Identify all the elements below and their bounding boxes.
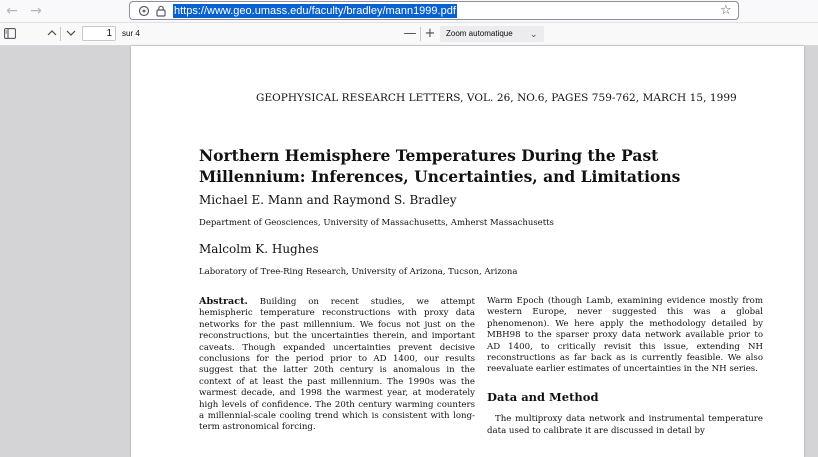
page-count-label: sur 4 <box>122 29 140 38</box>
chevron-up-icon <box>47 29 57 37</box>
forward-button[interactable] <box>27 2 45 20</box>
zoom-in-button[interactable] <box>422 26 438 42</box>
section-heading: Data and Method <box>487 389 599 404</box>
intro-paragraph: Warm Epoch (though Lamb, examining evidence mostly from western Europe, never suggested this was a global phenomenon). We here apply the methodology detailed by MBH98 to the sparser proxy data network available prior to AD 1400, to critically revisit this issue, extending NH reconstructions as far back as is currently feasible. We also reevaluate earlier estimates of uncertainties in the NH series. <box>487 296 763 375</box>
affiliation-1: Department of Geosciences, University of Massachusetts, Amherst Massachusetts <box>199 218 554 228</box>
zoom-select[interactable] <box>440 26 544 42</box>
arrow-left-icon: ← <box>6 3 18 19</box>
affiliation-2: Laboratory of Tree-Ring Research, University of Arizona, Tucson, Arizona <box>199 267 518 277</box>
abstract-column <box>199 296 475 434</box>
browser-toolbar <box>0 0 818 23</box>
section-paragraph: The multiproxy data network and instrumental temperature data used to calibrate it are discussed in detail by <box>487 414 763 436</box>
next-page-button[interactable] <box>63 26 79 42</box>
minus-icon: — <box>403 26 417 41</box>
plus-icon: + <box>424 26 436 41</box>
sidebar-toggle-icon[interactable] <box>4 28 16 39</box>
title-line-1: Northern Hemisphere Temperatures During the Past <box>199 146 659 165</box>
pdf-toolbar <box>0 23 818 46</box>
page-number-input[interactable]: 1 <box>82 26 116 41</box>
pdf-page <box>131 46 804 457</box>
chevron-down-icon <box>66 29 76 37</box>
lock-icon[interactable] <box>155 5 167 17</box>
zoom-value: Zoom automatique <box>446 29 513 38</box>
title-line-2: Millennium: Inferences, Uncertainties, and Limitations <box>199 167 681 186</box>
paper-title <box>199 145 680 187</box>
site-permissions-icon[interactable] <box>138 5 150 17</box>
abstract-label: Abstract. <box>199 296 248 307</box>
address-bar[interactable] <box>129 1 739 20</box>
right-column <box>487 296 763 437</box>
author-names-1: Michael E. Mann and Raymond S. Bradley <box>199 193 457 207</box>
toolbar-divider <box>60 27 61 41</box>
zoom-out-button[interactable] <box>402 26 418 42</box>
back-button[interactable] <box>3 2 21 20</box>
abstract-text: Building on recent studies, we attempt hemispheric temperature reconstructions with proxy data networks for the past millennium. We focus not just on the reconstructions, but the uncertainties therein, and important caveats. Though expanded uncertainties prevent decisive conclusions for the period prior to AD 1400, our results suggest that the latter 20th century is anomalous in the context of at least the past millennium. The 1990s was the warmest decade, and 1998 the warmest year, at moderately high levels of confidence. The 20th century warming counters a millennial-scale cooling trend which is consistent with long-term astronomical forcing. <box>199 297 475 433</box>
bookmark-star-icon[interactable]: ☆ <box>720 3 732 18</box>
url-text[interactable]: https://www.geo.umass.edu/faculty/bradley/mann1999.pdf <box>174 5 456 17</box>
author-names-2: Malcolm K. Hughes <box>199 242 319 256</box>
arrow-right-icon: → <box>30 3 42 19</box>
previous-page-button[interactable] <box>44 26 60 42</box>
chevron-down-icon: ⌄ <box>530 29 538 39</box>
toolbar-divider <box>420 27 421 41</box>
journal-header: GEOPHYSICAL RESEARCH LETTERS, VOL. 26, NO.6, PAGES 759-762, MARCH 15, 1999 <box>256 92 737 104</box>
